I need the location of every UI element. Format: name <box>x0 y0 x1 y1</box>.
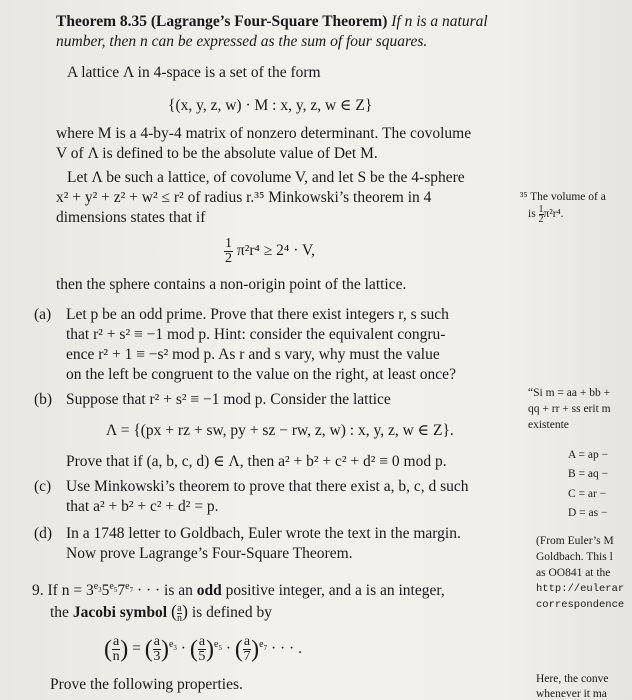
one-half-fraction: $\frac{1}{2}$ <box>225 235 232 266</box>
euler-eq-D: D = as − <box>568 507 608 519</box>
euler-eq-A: A = ap − <box>568 449 609 461</box>
theorem-statement-2: number, then n can be expressed as the sum of four squares. <box>56 33 428 50</box>
theorem-heading: Theorem 8.35 (Lagrange’s Four-Square Theorem) <box>56 13 388 30</box>
exercise-9-text-a: If n = 3 <box>47 582 94 599</box>
euler-quote-line-3: existente <box>528 419 569 431</box>
euler-source-line-2: Goldbach. This l <box>536 551 613 563</box>
minkowski-formula <box>224 236 315 266</box>
covolume-line-1: where M is a 4-by-4 matrix of nonzero determinant. The covolume <box>56 125 472 142</box>
margin-column <box>520 0 632 700</box>
footnote-35-is: is <box>528 208 536 221</box>
euler-source-line-5: correspondence <box>536 599 625 611</box>
euler-source-line-3: as OO841 at the <box>536 567 611 579</box>
sphere-conclusion: then the sphere contains a non-origin point of the lattice. <box>56 276 407 293</box>
part-b-label: (b) <box>34 391 53 408</box>
part-b-line-1: Suppose that r² + s² ≡ −1 mod p. Consider the lattice <box>66 391 391 408</box>
euler-source-line-4: http://eulerar <box>536 583 625 595</box>
exercise-9-text-b: · · · is an <box>136 582 197 599</box>
jacobi-formula: ( $\frac{a}{n}$ ) = ( $\frac{a}{3}$ )$^{e_3}$ · ( $\frac{a}{5}$ )$^{e_5}$ · ( $\frac{a}{7}$ )$^{e_7}$ · · · . <box>104 633 302 664</box>
exercise-9-line-2: the Jacobi symbol ( $\frac{a}{n}$ ) is defined by <box>50 601 272 624</box>
part-a-label: (a) <box>34 306 52 323</box>
margin-note-line-2: whenever it ma <box>536 688 607 700</box>
jacobi-symbol-term: Jacobi symbol <box>72 604 168 621</box>
covolume-line-2: V of Λ is defined to be the absolute value of Det M. <box>56 145 378 162</box>
exercise-9-text-d: the <box>50 604 73 621</box>
sphere-line-2: x² + y² + z² + w² ≤ r² of radius r.³⁵ Minkowski’s theorem in 4 <box>56 189 432 206</box>
margin-note-line-1: Here, the conve <box>536 673 609 685</box>
exercise-9-odd: odd <box>196 582 222 599</box>
lattice-intro: A lattice Λ in 4-space is a set of the form <box>67 64 321 81</box>
euler-source-line-1: (From Euler’s M <box>536 535 614 547</box>
footnote-35-line-2: is $\frac{1}{2}$ π²r⁴. <box>528 204 564 225</box>
euler-quote-line-2: qq + rr + ss erit m <box>528 403 611 415</box>
euler-eq-B: B = aq − <box>568 468 609 480</box>
part-a-line-2: that r² + s² ≡ −1 mod p. Hint: consider the equivalent congru- <box>66 326 446 343</box>
sphere-line-1: Let Λ be such a lattice, of covolume V, and let S be the 4-sphere <box>67 169 465 186</box>
part-d-line-2: Now prove Lagrange’s Four-Square Theorem. <box>66 545 353 562</box>
exercise-9-text-c: positive integer, and a is an integer, <box>221 582 445 599</box>
euler-quote-line-1: “Si m = aa + bb + <box>528 387 611 399</box>
exercise-9-last-line: Prove the following properties. <box>50 676 243 693</box>
sphere-line-3: dimensions states that if <box>56 209 206 226</box>
lattice-formula: {(x, y, z, w) · M : x, y, z, w ∈ Z} <box>168 97 373 114</box>
part-b-line-3: Prove that if (a, b, c, d) ∈ Λ, then a² + b² + c² + d² ≡ 0 mod p. <box>66 453 447 470</box>
part-a-line-3: ence r² + 1 ≡ −s² mod p. As r and s vary, why must the value <box>66 346 440 363</box>
euler-eq-C: C = ar − <box>568 488 607 500</box>
part-c-line-1: Use Minkowski’s theorem to prove that there exist a, b, c, d such <box>66 478 469 495</box>
part-a-line-1: Let p be an odd prime. Prove that there exist integers r, s such <box>66 306 449 323</box>
exercise-9-line-1: 9. If $n = 3^{e_3}5^{e_5}7^{e_7}$ · · · is an odd positive integer, and a is an integer, <box>32 580 445 599</box>
theorem-statement-1: If n is a natural <box>391 13 488 30</box>
part-d-line-1: In a 1748 letter to Goldbach, Euler wrote the text in the margin. <box>66 525 461 542</box>
part-c-line-2: that a² + b² + c² + d² = p. <box>66 498 219 515</box>
footnote-35-line-1: ³⁵ The volume of a <box>520 191 606 203</box>
exercise-9-text-e: is defined by <box>191 604 272 621</box>
part-d-label: (d) <box>34 525 53 542</box>
part-c-label: (c) <box>34 478 52 495</box>
exercise-number: 9. <box>32 582 44 599</box>
minkowski-formula-text: π²r⁴ ≥ 2⁴ · V, <box>236 242 316 259</box>
part-b-lattice-formula: Λ = {(px + rz + sw, py + sz − rw, z, w) : x, y, z, w ∈ Z}. <box>106 422 454 439</box>
theorem-heading-line <box>56 12 488 32</box>
part-a-line-4: on the left be congruent to the value on the right, at least once? <box>66 366 456 383</box>
